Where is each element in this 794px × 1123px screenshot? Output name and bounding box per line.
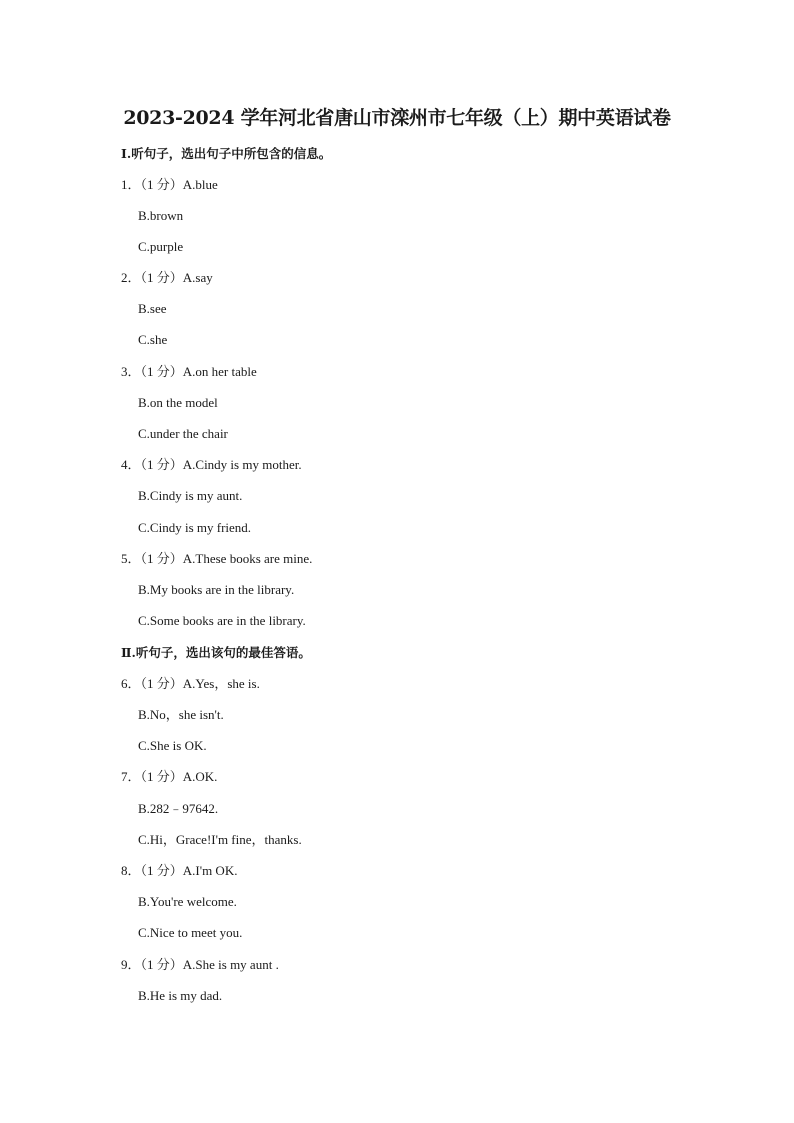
question-number: 6．（1 分） <box>121 676 183 691</box>
option-a: A.Yes，she is. <box>182 676 260 691</box>
option-b: B.282﹣97642. <box>138 801 219 816</box>
option-c: C.Hi，Grace!I'm fine，thanks. <box>138 832 302 847</box>
question-8 <box>121 863 237 879</box>
option-a: A.blue <box>182 177 218 192</box>
question-number: 2．（1 分） <box>121 270 183 285</box>
question-number: 7．（1 分） <box>121 769 183 784</box>
option-c: C.Nice to meet you. <box>138 925 243 940</box>
question-5 <box>121 551 312 567</box>
option-a: A.Cindy is my mother. <box>182 457 302 472</box>
option-a: A.She is my aunt . <box>182 957 279 972</box>
question-number: 8．（1 分） <box>121 863 183 878</box>
option-c: C.under the chair <box>138 426 228 441</box>
question-3 <box>121 364 257 380</box>
option-c: C.She is OK. <box>138 738 207 753</box>
option-b: B.Cindy is my aunt. <box>138 488 243 503</box>
question-9 <box>121 957 279 973</box>
option-b: B.on the model <box>138 395 218 410</box>
section-heading-1: Ⅰ.听句子，选出句子中所包含的信息。 <box>121 146 332 161</box>
option-a: A.on her table <box>182 364 257 379</box>
section-heading-2: Ⅱ.听句子，选出该句的最佳答语。 <box>121 645 311 660</box>
option-a: A.I'm OK. <box>182 863 238 878</box>
question-number: 3．（1 分） <box>121 364 183 379</box>
option-a: A.OK. <box>182 769 218 784</box>
question-7 <box>121 769 217 785</box>
question-2 <box>121 270 213 286</box>
question-number: 1．（1 分） <box>121 177 183 192</box>
option-b: B.No，she isn't. <box>138 707 224 722</box>
option-b: B.My books are in the library. <box>138 582 295 597</box>
question-number: 4．（1 分） <box>121 457 183 472</box>
question-1 <box>121 177 218 193</box>
question-4 <box>121 457 302 473</box>
option-a: A.say <box>182 270 213 285</box>
option-b: B.You're welcome. <box>138 894 237 909</box>
page-title: 2023-2024 学年河北省唐山市滦州市七年级（上）期中英语试卷 <box>123 107 671 129</box>
option-c: C.she <box>138 332 168 347</box>
question-6 <box>121 676 260 692</box>
option-b: B.see <box>138 301 167 316</box>
question-number: 5．（1 分） <box>121 551 183 566</box>
option-c: C.Some books are in the library. <box>138 613 306 628</box>
option-b: B.brown <box>138 208 184 223</box>
option-c: C.purple <box>138 239 184 254</box>
option-a: A.These books are mine. <box>182 551 313 566</box>
question-number: 9．（1 分） <box>121 957 183 972</box>
option-b: B.He is my dad. <box>138 988 223 1003</box>
option-c: C.Cindy is my friend. <box>138 520 252 535</box>
